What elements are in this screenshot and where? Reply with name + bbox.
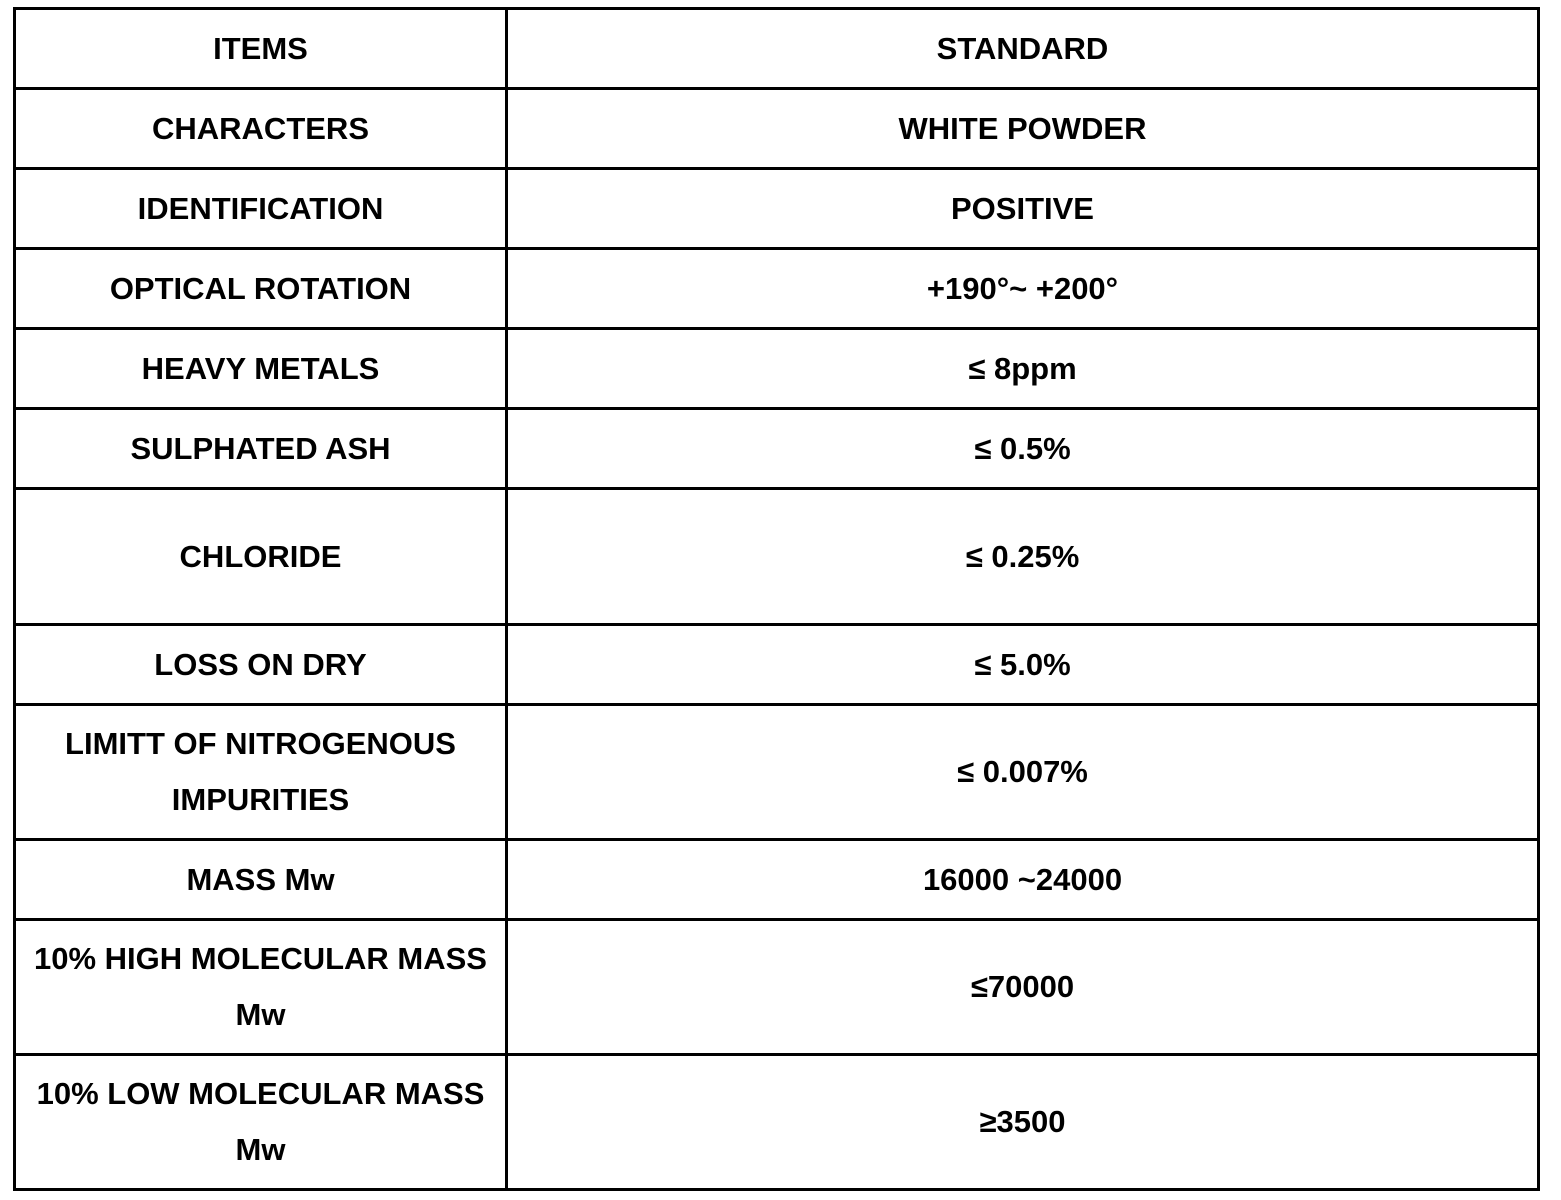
item-cell: LIMITT OF NITROGENOUS IMPURITIES: [15, 705, 507, 840]
table-row: [15, 920, 1539, 1055]
standard-cell: +190°~ +200°: [507, 249, 1539, 329]
table-row: [15, 840, 1539, 920]
table-row: [15, 169, 1539, 249]
standard-cell: ≤ 0.25%: [507, 489, 1539, 625]
table-row: [15, 705, 1539, 840]
item-cell: CHARACTERS: [15, 89, 507, 169]
table-row: [15, 1055, 1539, 1190]
item-cell: SULPHATED ASH: [15, 409, 507, 489]
item-cell: CHLORIDE: [15, 489, 507, 625]
standard-cell: ≤ 0.007%: [507, 705, 1539, 840]
item-cell: IDENTIFICATION: [15, 169, 507, 249]
item-cell: OPTICAL ROTATION: [15, 249, 507, 329]
table-row: [15, 409, 1539, 489]
table-row: [15, 89, 1539, 169]
standard-cell: ≤ 0.5%: [507, 409, 1539, 489]
item-cell: LOSS ON DRY: [15, 625, 507, 705]
items-column-header: ITEMS: [15, 9, 507, 89]
table-row: [15, 625, 1539, 705]
item-cell: 10% LOW MOLECULAR MASS Mw: [15, 1055, 507, 1190]
standard-cell: POSITIVE: [507, 169, 1539, 249]
standard-column-header: STANDARD: [507, 9, 1539, 89]
item-cell: MASS Mw: [15, 840, 507, 920]
table-row: [15, 249, 1539, 329]
standard-cell: WHITE POWDER: [507, 89, 1539, 169]
table-row: [15, 489, 1539, 625]
standard-cell: ≤ 8ppm: [507, 329, 1539, 409]
table-row: [15, 329, 1539, 409]
standard-cell: ≥3500: [507, 1055, 1539, 1190]
item-cell: 10% HIGH MOLECULAR MASS Mw: [15, 920, 507, 1055]
standard-cell: ≤ 5.0%: [507, 625, 1539, 705]
item-cell: HEAVY METALS: [15, 329, 507, 409]
table-header-row: [15, 9, 1539, 89]
standard-cell: 16000 ~24000: [507, 840, 1539, 920]
standard-cell: ≤70000: [507, 920, 1539, 1055]
specification-table: [13, 7, 1540, 1191]
